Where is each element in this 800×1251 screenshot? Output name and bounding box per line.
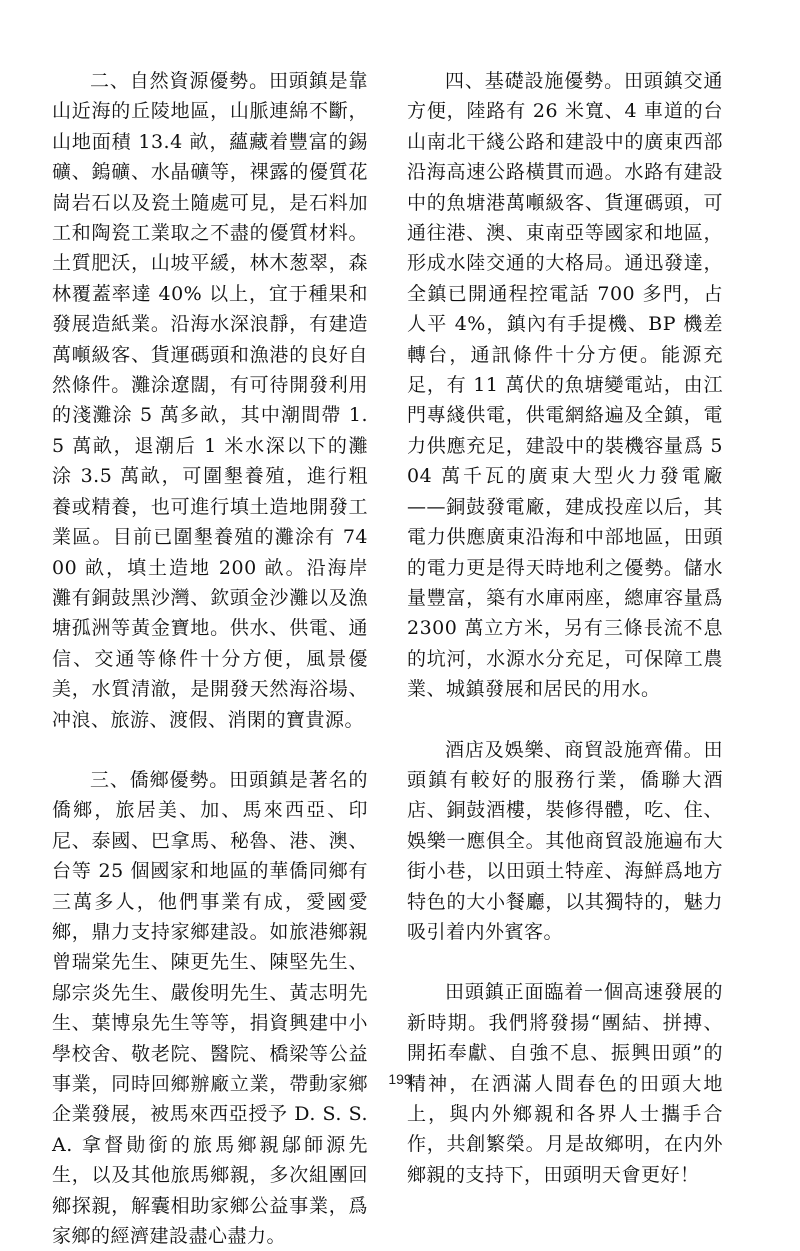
closing-paragraph: 田頭鎮正面臨着一個高速發展的新時期。我們將發揚“團結、拼搏、開拓奉獻、自強不息、振興田頭”的精神，在洒滿人間春色的田頭大地上，與内外鄉親和各界人士攜手合作，共創繁榮。月是故鄉明，在内外鄉親的支持下，田頭明天會更好！ — [407, 981, 723, 1186]
natural-resources-paragraph: 二、自然資源優勢。田頭鎮是靠山近海的丘陵地區，山脈連綿不斷，山地面積 13.4 畝，蘊藏着豐富的錫礦、鎢礦、水晶礦等，裸露的優質花崗岩石以及瓷土隨處可見，是石料加工和陶瓷工業取之不盡的優質材料。土質肥沃，山坡平緩，林木葱翠，森林覆蓋率達 40% 以上，宜于種果和發展造紙業。沿海水深浪靜，有建造萬噸級客、貨運碼頭和漁港的良好自然條件。灘涂遼闊，有可待開發利用的淺灘涂 5 萬多畝，其中潮間帶 1.5 萬畝，退潮后 1 米水深以下的灘涂 3.5 萬畝，可圍墾養殖，進行粗養或精養，也可進行填土造地開發工業區。目前已圍墾養殖的灘涂有 7400 畝，填土造地 200 畝。沿海岸灘有銅鼓黑沙灣、欽頭金沙灘以及漁塘孤洲等黃金寶地。供水、供電、通信、交通等條件十分方便，風景優美，水質清澈，是開發天然海浴場、冲浪、旅游、渡假、消閑的寶貴源。 — [52, 70, 368, 731]
paragraph-spacer — [407, 947, 723, 977]
right-column — [407, 66, 723, 1190]
hotel-entertainment-paragraph: 酒店及娛樂、商貿設施齊備。田頭鎮有較好的服務行業，僑聯大酒店、銅鼓酒樓，裝修得體，吃、住、娛樂一應俱全。其他商貿設施遍布大街小巷，以田頭土特産、海鮮爲地方特色的大小餐廳，以其獨特的，魅力吸引着内外賓客。 — [407, 738, 723, 943]
overseas-chinese-paragraph: 三、僑鄉優勢。田頭鎮是著名的僑鄉，旅居美、加、馬來西亞、印尼、泰國、巴拿馬、秘魯、港、澳、台等 25 個國家和地區的華僑同鄉有三萬多人，他們事業有成，愛國愛鄉，鼎力支持家鄉建設。如旅港鄉親曾瑞棠先生、陳更先生、陳堅先生、鄔宗炎先生、嚴俊明先生、黃志明先生、葉博泉先生等等，捐資興建中小學校舍、敬老院、醫院、橋梁等公益事業，同時回鄉辦廠立業，帶動家鄉企業發展，被馬來西亞授予 D. S. S. A. 拿督勛銜的旅馬鄉親鄔師源先生，以及其他旅馬鄉親，多次組團回鄉探親，解囊相助家鄉公益事業，爲家鄉的經濟建設盡心盡力。 — [52, 768, 368, 1248]
infrastructure-paragraph: 四、基礎設施優勢。田頭鎮交通方便，陸路有 26 米寬、4 車道的台山南北干綫公路和建設中的廣東西部沿海高速公路橫貫而過。水路有建設中的魚塘港萬噸級客、貨運碼頭，可通往港、澳、東南亞等國家和地區，形成水陸交通的大格局。通迅發達，全鎮已開通程控電話 700 多門，占人平 4%，鎮內有手提機、BP 機差轉台，通訊條件十分方便。能源充足，有 11 萬伏的魚塘變電站，由江門專綫供電，供電網絡遍及全鎮，電力供應充足，建設中的裝機容量爲 504 萬千瓦的廣東大型火力發電廠——銅鼓發電廠，建成投産以后，其電力供應廣東沿海和中部地區，田頭的電力更是得天時地利之優勢。儲水量豐富，築有水庫兩座，總庫容量爲 2300 萬立方米，另有三條長流不息的坑河，水源水分充足，可保障工農業、城鎮發展和居民的用水。 — [407, 70, 723, 701]
page-number: 199 — [388, 1071, 412, 1087]
paragraph-spacer — [407, 705, 723, 735]
paragraph-spacer — [52, 735, 368, 765]
